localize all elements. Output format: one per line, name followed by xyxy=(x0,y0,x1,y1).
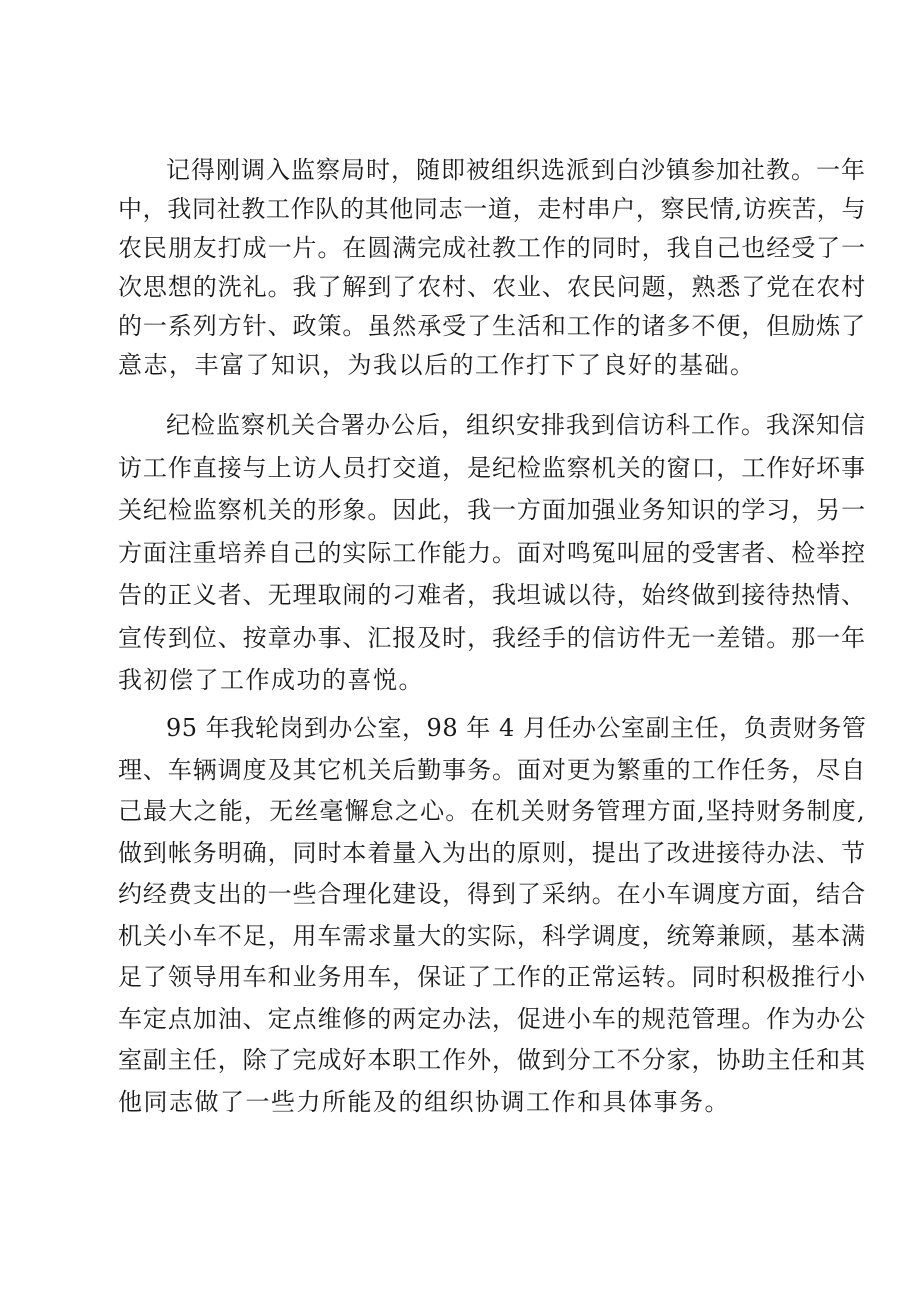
text-line: 意志，丰富了知识，为我以后的工作打下了良好的基础。 xyxy=(118,351,756,379)
text-line: 足了领导用车和业务用车，保证了工作的正常运转。同时积极推行小 xyxy=(118,963,866,991)
text-line: 纪检监察机关合署办公后，组织安排我到信访科工作。我深知信 xyxy=(166,411,866,439)
text-line: 告的正义者、无理取闹的刁难者，我坦诚以待，始终做到接待热情、 xyxy=(118,581,866,609)
text-line: 关纪检监察机关的形象。因此，我一方面加强业务知识的学习，另一 xyxy=(118,496,866,524)
text-line: 我初偿了工作成功的喜悦。 xyxy=(118,666,424,694)
text-line: 次思想的洗礼。我了解到了农村、农业、农民问题，熟悉了党在农村 xyxy=(118,273,866,301)
text-line: 做到帐务明确，同时本着量入为出的原则，提出了改进接待办法、节 xyxy=(118,838,866,867)
text-line: 约经费支出的一些合理化建设，得到了采纳。在小车调度方面，结合 xyxy=(118,880,866,908)
text-line: 的一系列方针、政策。虽然承受了生活和工作的诸多不便，但励炼了 xyxy=(118,312,866,340)
text-line: 宣传到位、按章办事、汇报及时，我经手的信访件无一差错。那一年 xyxy=(118,623,866,652)
text-line: 车定点加油、定点维修的两定办法，促进小车的规范管理。作为办公 xyxy=(118,1004,866,1033)
text-line: 中，我同社教工作队的其他同志一道，走村串户，察民情,访疾苦，与 xyxy=(118,195,867,223)
text-line: 访工作直接与上访人员打交道，是纪检监察机关的窗口，工作好坏事 xyxy=(118,453,866,482)
text-line: 方面注重培养自己的实际工作能力。面对鸣冤叫屈的受害者、检举控 xyxy=(118,538,866,567)
text-line: 己最大之能，无丝毫懈怠之心。在机关财务管理方面,坚持财务制度, xyxy=(118,797,866,825)
text-line: 95 年我轮岗到办公室，98 年 4 月任办公室副主任，负责财务管 xyxy=(166,714,867,742)
text-line: 机关小车不足，用车需求量大的实际，科学调度，统筹兼顾，基本满 xyxy=(118,921,866,950)
text-line: 他同志做了一些力所能及的组织协调工作和具体事务。 xyxy=(118,1087,730,1116)
text-line: 理、车辆调度及其它机关后勤事务。面对更为繁重的工作任务，尽自 xyxy=(118,755,866,784)
text-line: 农民朋友打成一片。在圆满完成社教工作的同时，我自己也经受了一 xyxy=(118,234,866,262)
text-line: 记得刚调入监察局时，随即被组织选派到白沙镇参加社教。一年 xyxy=(166,156,866,184)
text-line: 室副主任，除了完成好本职工作外，做到分工不分家，协助主任和其 xyxy=(118,1046,866,1074)
